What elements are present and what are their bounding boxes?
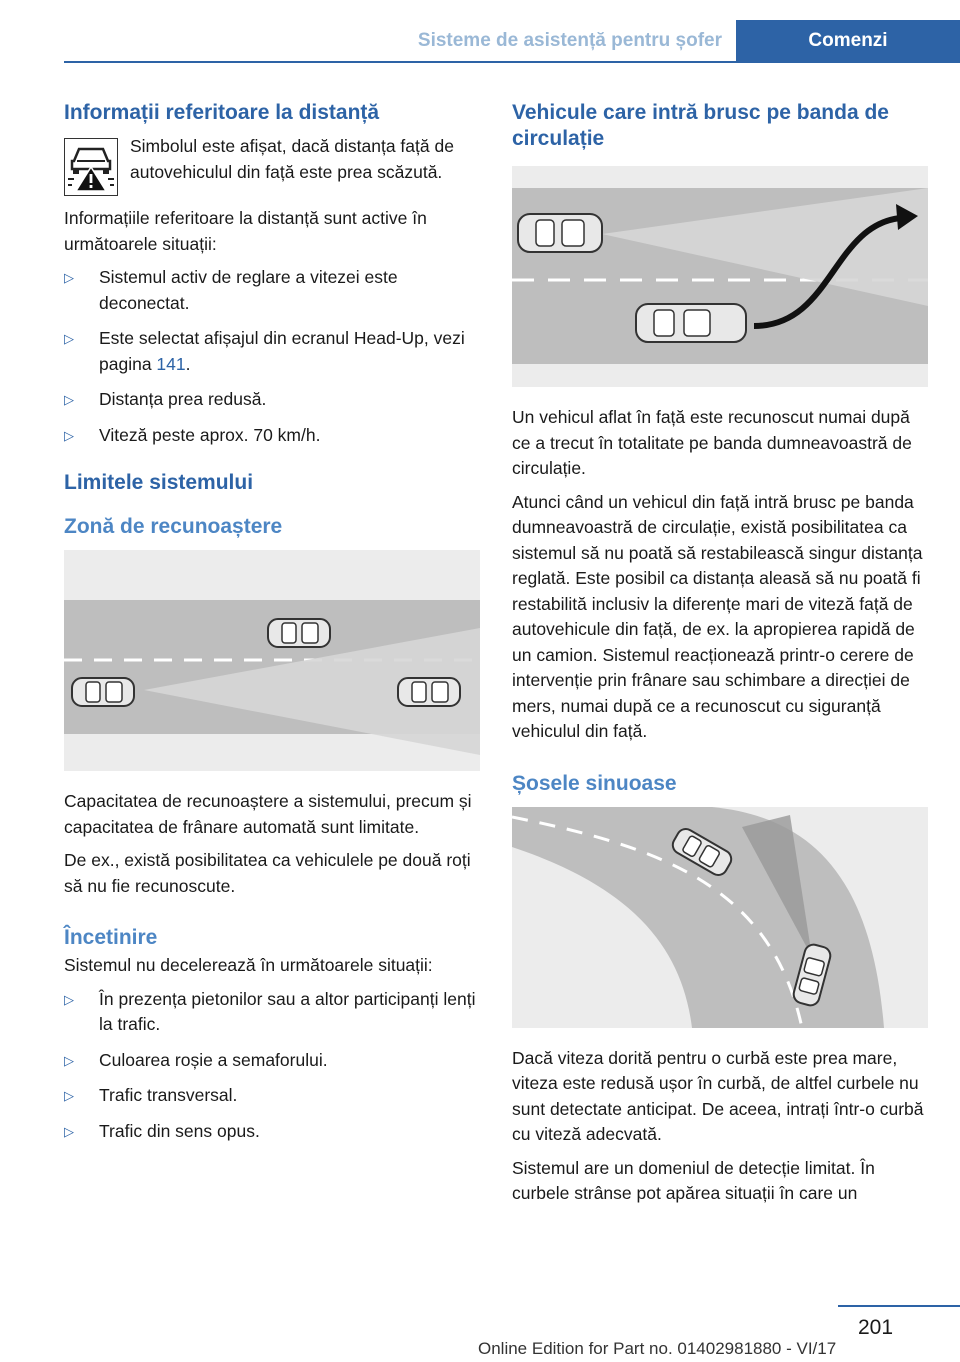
- cut-in-illustration: [512, 166, 928, 387]
- section-title: Sisteme de asistență pentru șofer: [417, 30, 722, 51]
- car-illustration-adjacent: [268, 619, 330, 647]
- list-item: ▷ Trafic din sens opus.: [64, 1119, 480, 1145]
- symbol-description: Simbolul este afișat, dacă distanța față de autovehiculul din față este prea scăzută.: [130, 136, 454, 182]
- detection-para-1: Capacitatea de recunoaștere a sistemului, precum și capacitatea de frânare automată sunt limitate.: [64, 791, 472, 837]
- car-illustration-own: [72, 678, 134, 706]
- curves-illustration: [512, 807, 928, 1028]
- car-illustration-ahead: [398, 678, 460, 706]
- deceleration-list: [64, 987, 480, 1145]
- triangle-bullet-icon: ▷: [64, 1052, 74, 1068]
- cut-in-para-1: Un vehicul aflat în față este recunoscut numai după ce a trecut în totalitate pe banda dumneavoastră de circulație.: [512, 407, 912, 478]
- header-rule: [64, 61, 960, 63]
- right-column: [512, 100, 928, 1215]
- distance-conditions-list: [64, 265, 480, 448]
- triangle-bullet-icon: ▷: [64, 427, 74, 443]
- list-item: ▷ În prezența pietonilor sau a altor participanți lenți la trafic.: [64, 987, 480, 1038]
- triangle-bullet-icon: ▷: [64, 1123, 74, 1139]
- edition-note: Online Edition for Part no. 01402981880 - VI/17: [478, 1339, 837, 1358]
- list-item: ▷ Viteză peste aprox. 70 km/h.: [64, 423, 480, 449]
- car-illustration-cut-in: [636, 304, 746, 342]
- list-item: ▷ Trafic transversal.: [64, 1083, 480, 1109]
- list-item: ▷ Este selectat afișajul din ecranul Head-Up, vezi pagina 141.: [64, 326, 480, 377]
- curves-para-2: Sistemul are un domeniul de detecție limitat. În curbele strânse pot apărea situații în care un: [512, 1157, 875, 1203]
- car-illustration-own: [518, 214, 602, 252]
- list-item: ▷ Sistemul activ de reglare a vitezei este deconectat.: [64, 265, 480, 316]
- distance-warning-icon: [64, 138, 118, 196]
- heading-detection-zone: Zonă de recunoaștere: [64, 515, 283, 538]
- symbol-row: [64, 134, 480, 196]
- triangle-bullet-icon: ▷: [64, 991, 74, 1007]
- list-item: ▷ Culoarea roșie a semaforului.: [64, 1048, 480, 1074]
- triangle-bullet-icon: ▷: [64, 270, 74, 285]
- heading-system-limits: Limitele sistemului: [64, 471, 254, 494]
- triangle-bullet-icon: ▷: [64, 392, 74, 407]
- heading-curves: Șosele sinuoase: [512, 771, 677, 795]
- triangle-bullet-icon: ▷: [64, 1088, 74, 1103]
- detection-zone-illustration: [64, 550, 480, 771]
- page-header: [0, 0, 960, 62]
- page-link[interactable]: 141: [156, 353, 186, 374]
- heading-distance-info: Informații referitoare la distanță: [64, 101, 380, 124]
- heading-cut-in: Vehicule care intră brusc pe banda de circulație: [512, 101, 889, 150]
- deceleration-intro: Sistemul nu decelerează în următoarele situații:: [64, 955, 433, 975]
- chapter-tab: Comenzi: [736, 20, 960, 62]
- footer-rule: [838, 1305, 960, 1307]
- page-number: 201: [858, 1316, 894, 1339]
- distance-info-intro: Informațiile referitoare la distanță sunt active în următoarele situații:: [64, 208, 427, 254]
- cut-in-para-2: Atunci când un vehicul din față intră brusc pe banda dumneavoastră de circulație, există posibilitatea ca sistemul să nu poată să restabilească singur distanța reglată. Este posibil ca distanța aleasă să nu poată fi restabilită inclusiv la diferențe mari de viteză față de autovehicule din față, de ex. la apropierea rapidă de un camion. Sistemul reacționează printr-o cerere de intervenție prin frânare sau schimbare a direcției de mers, numai după ce a recunoscut cu siguranță vehiculul din față.: [512, 491, 923, 741]
- detection-para-2: De ex., există posibilitatea ca vehiculele pe două roți să nu fie recunoscute.: [64, 850, 471, 896]
- curves-para-1: Dacă viteza dorită pentru o curbă este prea mare, viteza este redusă ușor în curbă, de altfel curbele nu sunt detectate anticipat. De aceea, intrați într-o curbă cu viteză adecvată.: [512, 1047, 924, 1144]
- heading-deceleration: Încetinire: [64, 926, 158, 949]
- left-column: [64, 100, 480, 1154]
- list-item: ▷ Distanța prea redusă.: [64, 387, 480, 413]
- triangle-bullet-icon: ▷: [64, 331, 74, 346]
